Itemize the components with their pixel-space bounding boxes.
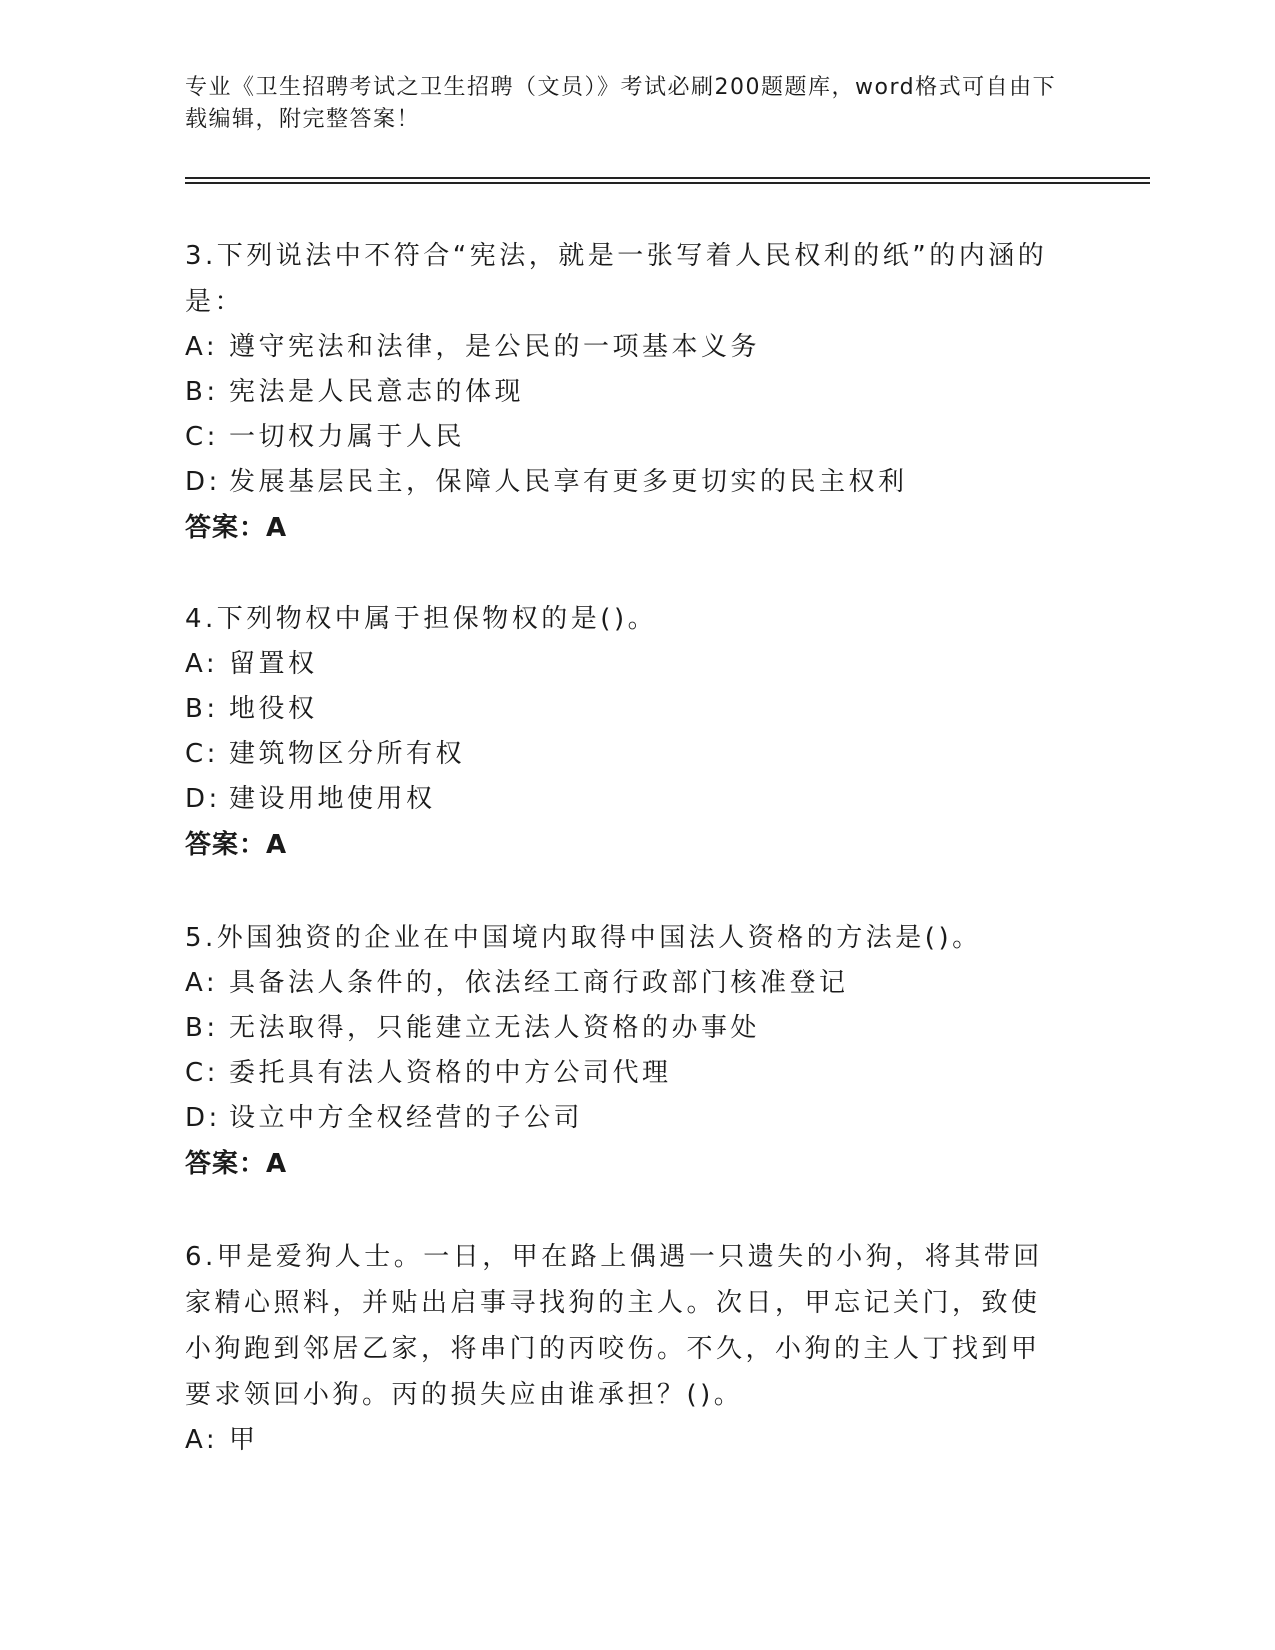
option-text: 建筑物区分所有权 bbox=[229, 739, 466, 769]
header-divider-top bbox=[185, 177, 1150, 179]
option-b bbox=[185, 370, 1065, 415]
option-text: 具备法人条件的，依法经工商行政部门核准登记 bbox=[229, 968, 849, 998]
answer-label: 答案： bbox=[185, 830, 267, 860]
option-text: 留置权 bbox=[229, 649, 318, 679]
option-text: 发展基层民主，保障人民享有更多更切实的民主权利 bbox=[229, 467, 908, 497]
option-letter: A: bbox=[185, 332, 219, 362]
option-text: 遵守宪法和法律，是公民的一项基本义务 bbox=[229, 332, 761, 362]
answer-value: A bbox=[266, 830, 288, 860]
option-letter: D: bbox=[185, 467, 221, 497]
option-text: 地役权 bbox=[229, 694, 318, 724]
option-text: 设立中方全权经营的子公司 bbox=[229, 1103, 584, 1133]
answer-label: 答案： bbox=[185, 1149, 267, 1179]
option-a bbox=[185, 1418, 1065, 1463]
option-letter: B: bbox=[185, 377, 219, 407]
answer-value: A bbox=[266, 1149, 288, 1179]
option-d bbox=[185, 1096, 1065, 1141]
option-d bbox=[185, 460, 1065, 505]
option-d bbox=[185, 777, 1065, 822]
answer-line bbox=[185, 1141, 1065, 1187]
option-text: 甲 bbox=[229, 1425, 259, 1455]
question-stem: 3.下列说法中不符合“宪法，就是一张写着人民权利的纸”的内涵的是： bbox=[185, 241, 1048, 317]
option-c bbox=[185, 415, 1065, 460]
option-text: 建设用地使用权 bbox=[229, 784, 436, 814]
option-letter: A: bbox=[185, 968, 219, 998]
option-c bbox=[185, 732, 1065, 777]
option-text: 宪法是人民意志的体现 bbox=[229, 377, 525, 407]
document-header: 专业《卫生招聘考试之卫生招聘（文员）》考试必刷200题题库，word格式可自由下载编辑，附完整答案！ bbox=[185, 75, 1057, 132]
question-4 bbox=[185, 596, 1065, 868]
question-stem: 6.甲是爱狗人士。一日，甲在路上偶遇一只遗失的小狗，将其带回家精心照料，并贴出启事寻找狗的主人。次日，甲忘记关门，致使小狗跑到邻居乙家，将串门的丙咬伤。不久，小狗的主人丁找到甲要求领回小狗。丙的损失应由谁承担？()。 bbox=[185, 1242, 1043, 1410]
option-letter: C: bbox=[185, 422, 219, 452]
answer-label: 答案： bbox=[185, 513, 267, 543]
option-letter: C: bbox=[185, 1058, 219, 1088]
option-letter: D: bbox=[185, 784, 221, 814]
question-stem: 4.下列物权中属于担保物权的是()。 bbox=[185, 604, 658, 634]
option-text: 无法取得，只能建立无法人资格的办事处 bbox=[229, 1013, 761, 1043]
option-c bbox=[185, 1051, 1065, 1096]
question-5 bbox=[185, 915, 1065, 1187]
header-divider-bottom bbox=[185, 182, 1150, 184]
option-letter: A: bbox=[185, 649, 219, 679]
option-letter: B: bbox=[185, 694, 219, 724]
question-3 bbox=[185, 233, 1065, 551]
question-6 bbox=[185, 1234, 1065, 1463]
option-a bbox=[185, 325, 1065, 370]
option-letter: D: bbox=[185, 1103, 221, 1133]
option-a bbox=[185, 642, 1065, 687]
answer-value: A bbox=[266, 513, 288, 543]
option-letter: B: bbox=[185, 1013, 219, 1043]
option-b bbox=[185, 1006, 1065, 1051]
option-letter: C: bbox=[185, 739, 219, 769]
question-stem: 5.外国独资的企业在中国境内取得中国法人资格的方法是()。 bbox=[185, 923, 982, 953]
answer-line bbox=[185, 822, 1065, 868]
option-text: 委托具有法人资格的中方公司代理 bbox=[229, 1058, 672, 1088]
option-a bbox=[185, 961, 1065, 1006]
option-text: 一切权力属于人民 bbox=[229, 422, 466, 452]
option-b bbox=[185, 687, 1065, 732]
answer-line bbox=[185, 505, 1065, 551]
option-letter: A: bbox=[185, 1425, 219, 1455]
